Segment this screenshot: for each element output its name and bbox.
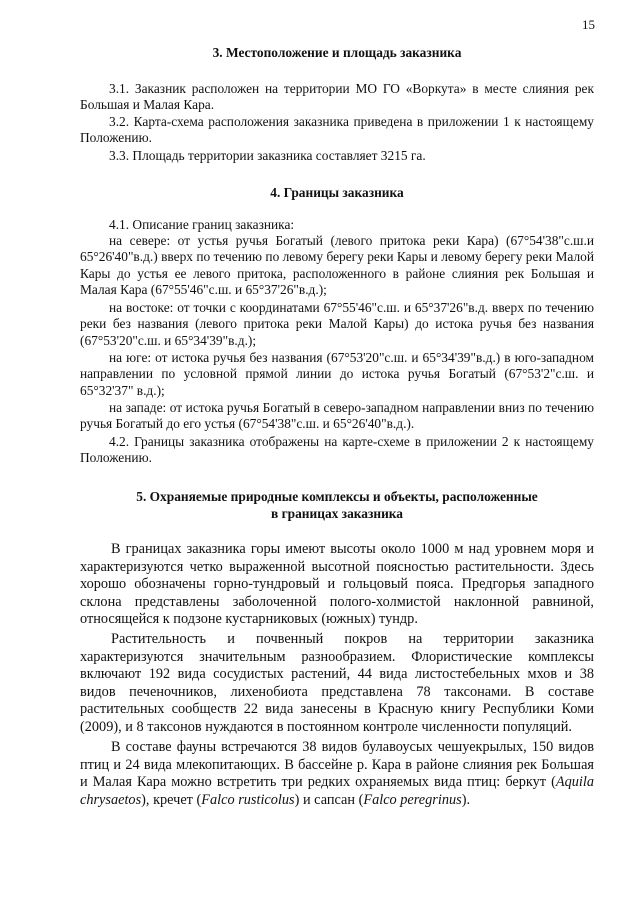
page-number: 15 bbox=[582, 17, 595, 32]
fauna-text-b: ), кречет ( bbox=[141, 791, 202, 808]
gyrfalcon-latin-name: Falco rusticolus bbox=[201, 791, 295, 808]
section-3-3-paragraph: 3.3. Площадь территории заказника составляет 3215 га. bbox=[109, 148, 426, 163]
section-5-heading-line-1: 5. Охраняемые природные комплексы и объекты, расположенные bbox=[136, 489, 538, 504]
south-boundary-paragraph: на юге: от истока ручья без названия (67°53'20"с.ш. и 65°34'39"в.д.) в юго-западном направлении по условной прямой линии до истока ручья Богатый (67°53'2"с.ш. и 65°32'37" в.д.); bbox=[80, 350, 594, 398]
section-5-heading-line-2: в границах заказника bbox=[271, 506, 403, 521]
peregrine-latin-name: Falco peregrinus bbox=[363, 791, 462, 808]
section-3-1-paragraph: 3.1. Заказник расположен на территории МО ГО «Воркута» в месте слияния рек Большая и Малая Кара. bbox=[80, 81, 594, 113]
section-4-1-paragraph: 4.1. Описание границ заказника: bbox=[109, 217, 295, 232]
fauna-text-c: ) и сапсан ( bbox=[294, 791, 364, 808]
fauna-text-d: ). bbox=[461, 791, 471, 808]
section-5-paragraph-2: Растительность и почвенный покров на территории заказника характеризуются значительным разнообразием. Флористические комплексы включают 192 вида сосудистых растений, 44 вида листостебельных мхов и 38 видов печеночников, лихенобиота представлена 78 таксонами. В составе растительных сообществ 22 вида занесены в Красную книгу Республики Коми (2009), и 8 таксонов нуждаются в постоянном контроле численности популяций. bbox=[80, 631, 594, 735]
section-5-paragraph-1: В границах заказника горы имеют высоты около 1000 м над уровнем моря и характеризуются четко выраженной высотной поясностью растительности. Здесь хорошо обозначены горно-тундровый и гольцовый пояса. Предгорья западного склона представлены заболоченной полого-холмистой наклонной равниной, относящейся к подзоне кустарниковых (южных) тундр. bbox=[80, 541, 594, 628]
east-boundary-paragraph: на востоке: от точки с координатами 67°55'46"с.ш. и 65°37'26"в.д. вверх по течению реки без названия (левого притока реки Малой Кары) до истока ручья без названия (67°53'20"с.ш. и 65°34'39"в.д.); bbox=[80, 300, 594, 348]
section-5-paragraph-3 bbox=[80, 739, 594, 809]
section-3-heading: 3. Местоположение и площадь заказника bbox=[212, 45, 462, 60]
west-boundary-paragraph: на западе: от истока ручья Богатый в северо-западном направлении вниз по течению ручья Богатый до его устья (67°54'38"с.ш. и 65°26'40"в.д.). bbox=[80, 400, 594, 432]
section-4-2-paragraph: 4.2. Границы заказника отображены на карте-схеме в приложении 2 к настоящему Положению. bbox=[80, 434, 594, 466]
golden-eagle-latin-name: Aquila chrysaetos bbox=[80, 774, 594, 808]
north-boundary-paragraph: на севере: от устья ручья Богатый (левого притока реки Кара) (67°54'38"с.ш.и 65°26'40"в.д.) вверх по течению по левому берегу реки Кары и левому берегу реки Малой Кары до устья ее левого притока, расположенного в районе слияния рек Большая и Малая Кара (67°55'46"с.ш. и 65°37'26"в.д.); bbox=[80, 233, 594, 298]
fauna-text-a: В составе фауны встречаются 38 видов булавоусых чешуекрылых, 150 видов птиц и 24 вида млекопитающих. В бассейне р. Кара в районе слияния рек Большая и Малая Кара можно встретить три редких охраняемых вида птиц: беркут ( bbox=[80, 739, 594, 791]
section-3-2-paragraph: 3.2. Карта-схема расположения заказника приведена в приложении 1 к настоящему Положению. bbox=[80, 114, 594, 146]
section-4-heading: 4. Границы заказника bbox=[270, 185, 404, 200]
